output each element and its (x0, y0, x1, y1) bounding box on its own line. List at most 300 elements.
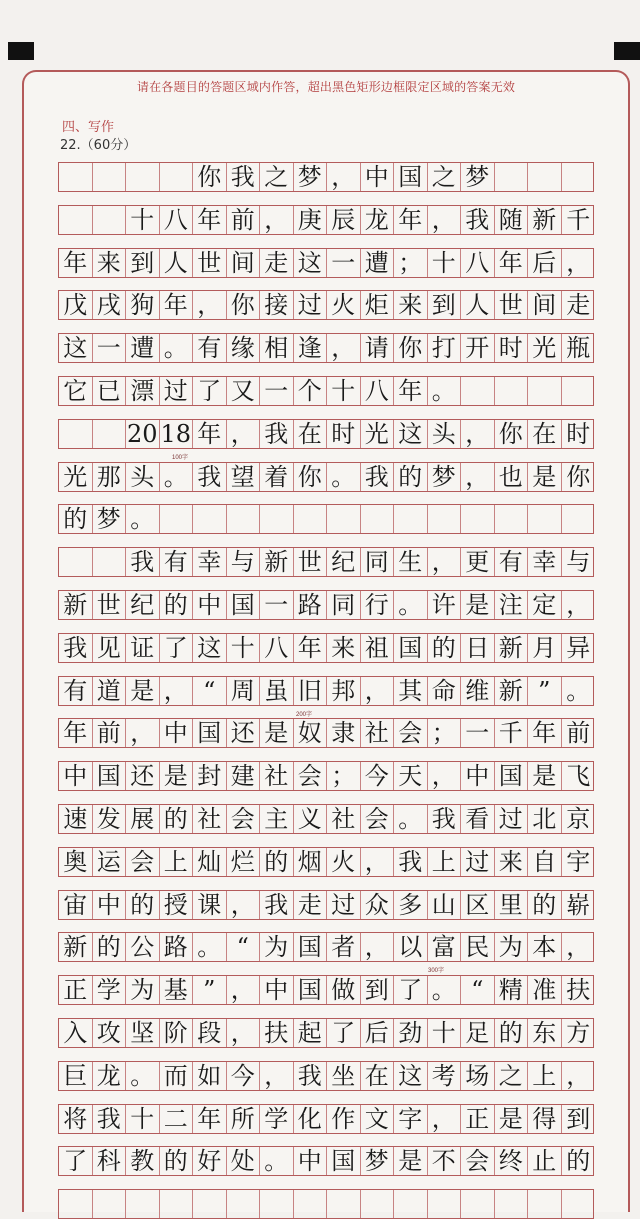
essay-grid-cell: ， (126, 719, 160, 747)
essay-grid-row (58, 890, 594, 920)
essay-grid-cell: ， (227, 1019, 261, 1047)
essay-grid-cell: 已 (93, 377, 127, 405)
essay-grid-cell (59, 163, 93, 191)
essay-grid-cell: 有 (59, 677, 93, 705)
essay-grid-cell: 扶 (260, 1019, 294, 1047)
essay-grid-cell: 我 (361, 463, 395, 491)
essay-grid-cell: ， (361, 677, 395, 705)
essay-grid-cell: 国 (327, 1147, 361, 1175)
essay-grid-cell: 而 (160, 1062, 194, 1090)
essay-grid-cell: 瓶 (566, 334, 591, 363)
essay-grid-cell: 起 (294, 1019, 328, 1047)
essay-grid-cell: 前 (566, 719, 591, 748)
essay-grid-cell: ， (227, 976, 261, 1004)
essay-grid-cell: 方 (566, 1019, 591, 1047)
essay-grid-cell: 千 (566, 205, 591, 234)
essay-grid-cell: 来 (495, 848, 529, 876)
essay-grid-cell: 前 (93, 719, 127, 747)
essay-grid-cell: 虽 (260, 677, 294, 705)
essay-grid-cell: 有 (160, 548, 194, 576)
essay-grid-row (58, 333, 594, 363)
essay-grid-cell: 坐 (327, 1062, 361, 1090)
essay-grid-row (58, 162, 594, 192)
essay-grid-cell: 纪 (126, 591, 160, 619)
essay-grid-cell: 中 (59, 762, 93, 790)
essay-grid-cell: 国 (227, 591, 261, 619)
essay-grid-cell: 有 (495, 548, 529, 576)
essay-grid-cell (495, 505, 529, 533)
essay-grid-cell: 会 (361, 805, 395, 833)
essay-grid-cell: 火 (327, 291, 361, 319)
essay-grid-cell: 邦 (327, 677, 361, 705)
essay-grid-cell: 新 (495, 677, 529, 705)
essay-grid-row (58, 419, 594, 449)
essay-grid-cell: ， (227, 891, 261, 919)
essay-grid-row (58, 248, 594, 278)
essay-grid-cell: 处 (227, 1147, 261, 1175)
essay-grid-cell: 18 (160, 419, 192, 448)
essay-grid-cell: 路 (160, 933, 194, 961)
essay-grid-cell: 这 (193, 634, 227, 662)
essay-grid-cell: ， (227, 420, 261, 448)
essay-grid-cell: 的 (93, 933, 127, 961)
essay-grid-row (58, 932, 594, 962)
essay-grid-cell: 上 (160, 848, 194, 876)
essay-grid-cell: 幸 (193, 548, 227, 576)
essay-grid-cell: 见 (93, 634, 127, 662)
essay-grid-cell: 。 (394, 591, 428, 619)
essay-grid-cell: 火 (327, 848, 361, 876)
essay-grid-cell: 间 (528, 291, 562, 319)
essay-grid-cell: 宙 (59, 891, 93, 919)
essay-grid-cell: 你 (495, 420, 529, 448)
essay-grid-cell: 今 (361, 762, 395, 790)
essay-grid-cell: 时 (566, 419, 591, 448)
essay-grid-cell: 到 (361, 976, 395, 1004)
essay-grid-cell: 有 (193, 334, 227, 362)
essay-grid-row (58, 633, 594, 663)
essay-grid-cell: 月 (528, 634, 562, 662)
essay-grid-cell: 。 (160, 463, 194, 491)
essay-grid-cell: 十 (126, 206, 160, 234)
essay-grid-cell: 在 (361, 1062, 395, 1090)
essay-grid-cell: 道 (93, 677, 127, 705)
essay-grid-cell: 新 (495, 634, 529, 662)
essay-grid-cell: 人 (461, 291, 495, 319)
word-count-marker-200: 200字 (296, 712, 313, 718)
essay-grid-cell: 千 (495, 719, 529, 747)
essay-grid-cell (59, 1190, 93, 1218)
essay-grid-cell: 今 (227, 1062, 261, 1090)
essay-grid-cell: 命 (428, 677, 462, 705)
essay-grid-cell: 巨 (59, 1062, 93, 1090)
essay-grid-cell: 阶 (160, 1019, 194, 1047)
essay-grid-cell: 的 (260, 848, 294, 876)
essay-grid-cell: 个 (294, 377, 328, 405)
essay-grid-cell: 来 (93, 249, 127, 277)
essay-grid-cell: 北 (528, 805, 562, 833)
essay-grid-cell: “ (461, 976, 495, 1004)
essay-grid-cell: 一 (260, 377, 294, 405)
essay-grid-cell: ” (193, 976, 227, 1004)
essay-grid-cell: 过 (294, 291, 328, 319)
essay-grid-cell (495, 163, 529, 191)
essay-grid-cell: 足 (461, 1019, 495, 1047)
essay-grid-cell: 一 (93, 334, 127, 362)
essay-grid-cell: 龙 (93, 1062, 127, 1090)
essay-grid-cell: 一 (461, 719, 495, 747)
essay-grid-cell: 社 (361, 719, 395, 747)
essay-grid-row (58, 205, 594, 235)
essay-grid-cell: 展 (126, 805, 160, 833)
essay-grid-cell: 作 (327, 1105, 361, 1133)
essay-grid-cell: 我 (428, 805, 462, 833)
essay-grid-cell: 。 (394, 805, 428, 833)
essay-grid-cell: 这 (294, 249, 328, 277)
essay-grid-cell (126, 1190, 160, 1218)
essay-grid-cell (260, 505, 294, 533)
essay-grid-cell (59, 206, 93, 234)
essay-grid-cell: 众 (361, 891, 395, 919)
essay-grid-cell: 更 (461, 548, 495, 576)
essay-grid-cell: 国 (294, 976, 328, 1004)
essay-grid-cell: 相 (260, 334, 294, 362)
essay-grid-cell: 为 (260, 933, 294, 961)
essay-grid-cell: 中 (361, 163, 395, 191)
essay-grid-cell: 的 (160, 805, 194, 833)
essay-grid-cell: 国 (193, 719, 227, 747)
essay-grid-cell: 富 (428, 933, 462, 961)
essay-grid-cell: 我 (294, 1062, 328, 1090)
essay-grid-cell: 时 (327, 420, 361, 448)
essay-grid-cell: 其 (394, 677, 428, 705)
essay-grid-row (58, 1146, 594, 1176)
essay-grid-cell: 了 (327, 1019, 361, 1047)
essay-grid-cell: 证 (126, 634, 160, 662)
essay-grid-cell: 。 (327, 463, 361, 491)
essay-grid-cell: 来 (327, 634, 361, 662)
essay-grid-cell: 梦 (294, 163, 328, 191)
essay-grid-cell: 奥 (59, 848, 93, 876)
essay-grid-cell: 精 (495, 976, 529, 1004)
essay-grid-cell: 旧 (294, 677, 328, 705)
essay-grid-cell: 年 (59, 719, 93, 747)
essay-grid-cell (562, 163, 596, 191)
essay-grid-cell: 会 (461, 1147, 495, 1175)
essay-grid-cell: 光 (528, 334, 562, 362)
essay-grid-cell: ， (461, 463, 495, 491)
essay-grid-cell: 飞 (566, 762, 591, 791)
essay-grid-cell: 二 (160, 1105, 194, 1133)
question-number: 22.（60分） (60, 138, 137, 153)
essay-grid-cell: 年 (193, 206, 227, 234)
essay-grid-cell: 十 (126, 1105, 160, 1133)
essay-grid-cell: 烟 (294, 848, 328, 876)
essay-grid-cell: “ (193, 677, 227, 705)
essay-grid-cell: 是 (495, 1105, 529, 1133)
essay-grid-cell: 遭 (126, 334, 160, 362)
essay-grid-cell: 过 (495, 805, 529, 833)
essay-grid-cell: 它 (59, 377, 93, 405)
essay-grid-row (58, 547, 594, 577)
essay-grid-cell: ， (361, 933, 395, 961)
essay-grid-cell: 你 (193, 163, 227, 191)
essay-grid-cell: 宇 (566, 847, 591, 876)
essay-grid-cell: 了 (160, 634, 194, 662)
essay-grid-row (58, 804, 594, 834)
alignment-mark-left (8, 42, 34, 60)
essay-grid-cell: 辰 (327, 206, 361, 234)
essay-grid-cell: 年 (59, 249, 93, 277)
essay-grid-cell: 学 (260, 1105, 294, 1133)
essay-grid-cell: ， (327, 163, 361, 191)
essay-grid-cell: 世 (495, 291, 529, 319)
essay-grid-cell: 的 (160, 591, 194, 619)
essay-grid-cell: 烂 (227, 848, 261, 876)
essay-grid-cell: 后 (361, 1019, 395, 1047)
essay-grid-cell (193, 505, 227, 533)
essay-grid-cell (461, 1190, 495, 1218)
essay-grid-cell: ， (428, 548, 462, 576)
essay-grid-cell: 崭 (566, 890, 591, 919)
essay-grid-cell: 20 (126, 419, 158, 448)
essay-grid-cell: 年 (160, 291, 194, 319)
essay-grid-cell: 异 (566, 633, 591, 662)
essay-grid-cell: 看 (461, 805, 495, 833)
essay-grid-cell: 着 (260, 463, 294, 491)
word-count-marker-100: 100字 (172, 455, 189, 461)
essay-grid-cell: 人 (160, 249, 194, 277)
essay-grid-cell: 会 (227, 805, 261, 833)
essay-grid-cell (160, 505, 194, 533)
essay-grid-cell (495, 377, 529, 405)
essay-grid-row (58, 590, 594, 620)
essay-grid-row (58, 1018, 594, 1048)
essay-grid-cell: 场 (461, 1062, 495, 1090)
essay-grid-cell: ， (260, 1062, 294, 1090)
essay-grid-cell: 这 (394, 1062, 428, 1090)
essay-grid-cell: 国 (495, 762, 529, 790)
essay-grid-cell: 年 (495, 249, 529, 277)
essay-grid-cell (528, 377, 562, 405)
essay-grid-cell: 正 (461, 1105, 495, 1133)
essay-grid-cell: 将 (59, 1105, 93, 1133)
essay-grid-cell: 世 (193, 249, 227, 277)
essay-grid-cell: 的 (394, 463, 428, 491)
essay-grid-cell: 来 (394, 291, 428, 319)
essay-grid-cell: 会 (394, 719, 428, 747)
essay-grid-cell: 是 (528, 463, 562, 491)
essay-grid-cell: 漂 (126, 377, 160, 405)
essay-grid-cell: 授 (160, 891, 194, 919)
essay-grid-cell (327, 505, 361, 533)
essay-grid-cell (93, 206, 127, 234)
essay-grid-cell: 日 (461, 634, 495, 662)
essay-grid-cell: 所 (227, 1105, 261, 1133)
essay-grid-cell: 十 (327, 377, 361, 405)
essay-grid-cell: 我 (461, 206, 495, 234)
essay-grid-cell: ， (461, 420, 495, 448)
essay-grid-cell: 过 (160, 377, 194, 405)
essay-grid-cell: 速 (59, 805, 93, 833)
essay-grid-cell: 自 (528, 848, 562, 876)
essay-grid-row (58, 847, 594, 877)
essay-grid-cell: 上 (528, 1062, 562, 1090)
essay-grid-cell: 又 (227, 377, 261, 405)
essay-grid-row (58, 676, 594, 706)
essay-grid-cell: 之 (495, 1062, 529, 1090)
essay-grid-cell: 是 (260, 719, 294, 747)
essay-grid-cell: 国 (93, 762, 127, 790)
essay-grid-cell: 光 (361, 420, 395, 448)
essay-grid-cell: 义 (294, 805, 328, 833)
essay-grid-cell: 不 (428, 1147, 462, 1175)
essay-grid-cell: ； (327, 762, 361, 790)
essay-grid-cell (528, 163, 562, 191)
essay-grid-cell: 。 (260, 1147, 294, 1175)
essay-grid-cell: 的 (428, 634, 462, 662)
essay-grid-cell (327, 1190, 361, 1218)
essay-grid-cell (495, 1190, 529, 1218)
essay-grid-cell (294, 505, 328, 533)
essay-grid-cell: 过 (461, 848, 495, 876)
essay-grid-row (58, 1189, 594, 1219)
essay-grid-cell: ， (566, 248, 591, 277)
essay-grid-cell: 多 (394, 891, 428, 919)
essay-grid-cell: 考 (428, 1062, 462, 1090)
essay-grid-cell: 社 (260, 762, 294, 790)
essay-grid-cell: 打 (428, 334, 462, 362)
essay-grid-cell: 上 (428, 848, 462, 876)
essay-grid-row (58, 761, 594, 791)
essay-grid-cell: 庚 (294, 206, 328, 234)
essay-grid-cell: 你 (294, 463, 328, 491)
essay-grid-cell: 。 (566, 676, 591, 705)
essay-grid-cell: ， (566, 933, 591, 962)
essay-grid-cell: 会 (294, 762, 328, 790)
essay-grid-row (58, 975, 594, 1005)
essay-grid-cell: 年 (394, 206, 428, 234)
essay-grid-cell: 世 (93, 591, 127, 619)
essay-grid-cell: 以 (394, 933, 428, 961)
essay-grid-cell: 的 (566, 1147, 591, 1176)
essay-grid-cell: 戌 (93, 291, 127, 319)
essay-grid-cell: 建 (227, 762, 261, 790)
essay-grid-cell: 八 (361, 377, 395, 405)
essay-grid-cell: 时 (495, 334, 529, 362)
essay-grid-cell: 封 (193, 762, 227, 790)
essay-grid-cell: 缘 (227, 334, 261, 362)
essay-grid-cell: 光 (59, 463, 93, 491)
essay-grid-cell: 你 (227, 291, 261, 319)
essay-grid-cell: 世 (294, 548, 328, 576)
essay-grid-cell: 与 (227, 548, 261, 576)
essay-grid-cell: ” (528, 677, 562, 705)
essay-grid-cell: 我 (59, 634, 93, 662)
essay-grid-cell: 主 (260, 805, 294, 833)
essay-grid-cell: 。 (428, 976, 462, 1004)
essay-grid-cell: 国 (394, 163, 428, 191)
essay-grid-cell: 是 (160, 762, 194, 790)
essay-grid-cell: 走 (260, 249, 294, 277)
essay-grid-cell: 中 (294, 1147, 328, 1175)
essay-grid-row (58, 504, 594, 534)
essay-grid-cell: 止 (528, 1147, 562, 1175)
essay-grid-cell (562, 377, 596, 405)
essay-grid-cell (59, 548, 93, 576)
essay-grid-cell: 段 (193, 1019, 227, 1047)
essay-grid-cell: 社 (327, 805, 361, 833)
essay-grid-cell: 接 (260, 291, 294, 319)
essay-grid-cell: 十 (227, 634, 261, 662)
essay-grid-cell: 中 (461, 762, 495, 790)
essay-grid-cell: 国 (394, 634, 428, 662)
essay-grid-cell (126, 163, 160, 191)
essay-grid-cell: 是 (528, 762, 562, 790)
essay-grid-cell: 运 (93, 848, 127, 876)
essay-grid-cell: 之 (428, 163, 462, 191)
essay-grid-cell: 戊 (59, 291, 93, 319)
essay-grid-cell: 望 (227, 463, 261, 491)
essay-grid-cell: 八 (160, 206, 194, 234)
essay-grid-cell: 本 (528, 933, 562, 961)
essay-grid-cell: ， (160, 677, 194, 705)
essay-grid-cell: 是 (461, 591, 495, 619)
essay-grid-cell: 我 (260, 420, 294, 448)
essay-grid-cell: 字 (394, 1105, 428, 1133)
essay-grid-cell (93, 548, 127, 576)
essay-grid-cell: 好 (193, 1147, 227, 1175)
essay-grid-cell: ； (428, 719, 462, 747)
essay-grid-cell (361, 1190, 395, 1218)
essay-grid-cell: 天 (394, 762, 428, 790)
essay-grid-cell (528, 1190, 562, 1218)
essay-grid-cell: 入 (59, 1019, 93, 1047)
essay-grid-cell: 炬 (361, 291, 395, 319)
essay-grid-cell: 同 (361, 548, 395, 576)
essay-grid-cell (260, 1190, 294, 1218)
essay-grid-cell: 新 (260, 548, 294, 576)
essay-grid-cell: 你 (566, 462, 591, 491)
essay-grid-cell: 学 (93, 976, 127, 1004)
essay-grid-cell: 化 (294, 1105, 328, 1133)
essay-grid-cell: 走 (294, 891, 328, 919)
essay-grid-cell: 我 (394, 848, 428, 876)
essay-grid-cell: ， (566, 591, 591, 619)
essay-grid-cell: 祖 (361, 634, 395, 662)
essay-grid-cell: 八 (260, 634, 294, 662)
essay-grid-cell: 过 (327, 891, 361, 919)
essay-grid-cell: 东 (528, 1019, 562, 1047)
essay-grid-cell: 中 (93, 891, 127, 919)
essay-grid-cell (394, 1190, 428, 1218)
essay-grid-cell: 新 (528, 206, 562, 234)
essay-grid-cell: 文 (361, 1105, 395, 1133)
essay-grid-cell: ， (566, 1061, 591, 1090)
essay-grid-cell: 也 (495, 463, 529, 491)
essay-grid-cell (193, 1190, 227, 1218)
essay-grid-cell: 中 (160, 719, 194, 747)
essay-grid-cell: 十 (428, 249, 462, 277)
essay-grid-cell: 纪 (327, 548, 361, 576)
essay-grid-cell (428, 1190, 462, 1218)
essay-grid-cell (59, 420, 93, 448)
essay-grid-cell: 里 (495, 891, 529, 919)
essay-grid-cell: 京 (566, 805, 591, 833)
essay-grid-cell: 为 (495, 933, 529, 961)
essay-grid-cell: 梦 (461, 163, 495, 191)
essay-grid-cell: 幸 (528, 548, 562, 576)
